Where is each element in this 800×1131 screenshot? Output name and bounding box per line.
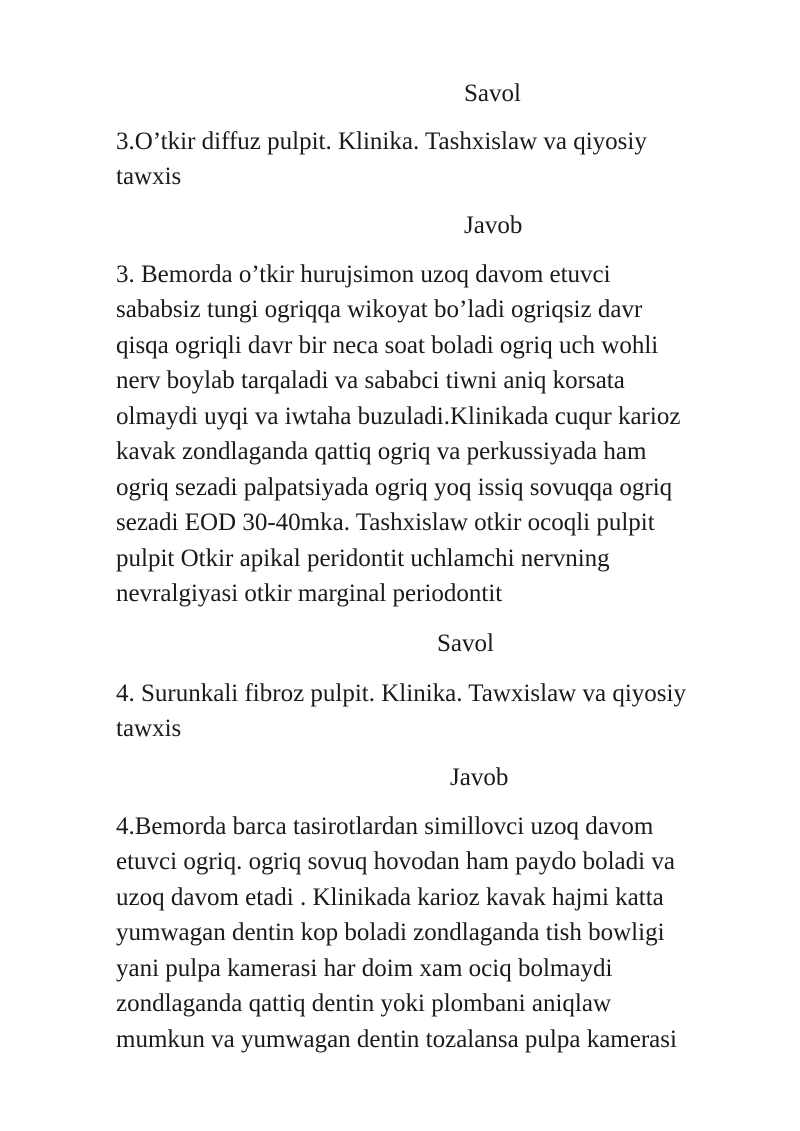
answer-4-line: uzoq davom etadi . Klinikada karioz kavak hajmi katta bbox=[116, 884, 664, 911]
answer-4-heading: Javob bbox=[450, 764, 509, 791]
answer-3-line: ogriq sezadi palpatsiyada ogriq yoq issiq sovuqqa ogriq bbox=[116, 474, 673, 501]
answer-3-line: qisqa ogriqli davr bir neca soat boladi ogriq uch wohli bbox=[116, 332, 659, 359]
answer-4-line: mumkun va yumwagan dentin tozalansa pulpa kamerasi bbox=[116, 1026, 677, 1053]
question-3-heading: Savol bbox=[464, 80, 521, 107]
answer-3-line: sababsiz tungi ogriqqa wikoyat bo’ladi ogriqsiz davr bbox=[116, 296, 643, 323]
answer-3-line: olmaydi uyqi va iwtaha buzuladi.Klinikada cuqur karioz bbox=[116, 403, 681, 430]
question-4-heading: Savol bbox=[437, 630, 494, 657]
answer-3-line: nerv boylab tarqaladi va sababci tiwni aniq korsata bbox=[116, 367, 625, 394]
answer-4-line: etuvci ogriq. ogriq sovuq hovodan ham paydo boladi va bbox=[116, 848, 675, 875]
answer-3-line: pulpit Otkir apikal peridontit uchlamchi nervning bbox=[116, 545, 610, 572]
answer-4-line: 4.Bemorda barca tasirotlardan simillovci uzoq davom bbox=[116, 813, 654, 840]
answer-3-line: nevralgiyasi otkir marginal periodontit bbox=[116, 580, 503, 607]
answer-3-line: 3. Bemorda o’tkir hurujsimon uzoq davom etuvci bbox=[116, 261, 611, 288]
question-3-line: tawxis bbox=[116, 163, 182, 190]
question-3-line: 3.O’tkir diffuz pulpit. Klinika. Tashxislaw va qiyosiy bbox=[116, 128, 647, 155]
answer-3-line: kavak zondlaganda qattiq ogriq va perkussiyada ham bbox=[116, 438, 647, 465]
answer-3-heading: Javob bbox=[464, 212, 523, 239]
question-4-line: tawxis bbox=[116, 715, 182, 742]
answer-4-line: yumwagan dentin kop boladi zondlaganda tish bowligi bbox=[116, 919, 665, 946]
answer-4-line: zondlaganda qattiq dentin yoki plombani aniqlaw bbox=[116, 990, 612, 1017]
answer-3-line: sezadi EOD 30-40mka. Tashxislaw otkir ocoqli pulpit bbox=[116, 509, 655, 536]
question-4-line: 4. Surunkali fibroz pulpit. Klinika. Tawxislaw va qiyosiy bbox=[116, 680, 686, 707]
answer-4-line: yani pulpa kamerasi har doim xam ociq bolmaydi bbox=[116, 955, 613, 982]
